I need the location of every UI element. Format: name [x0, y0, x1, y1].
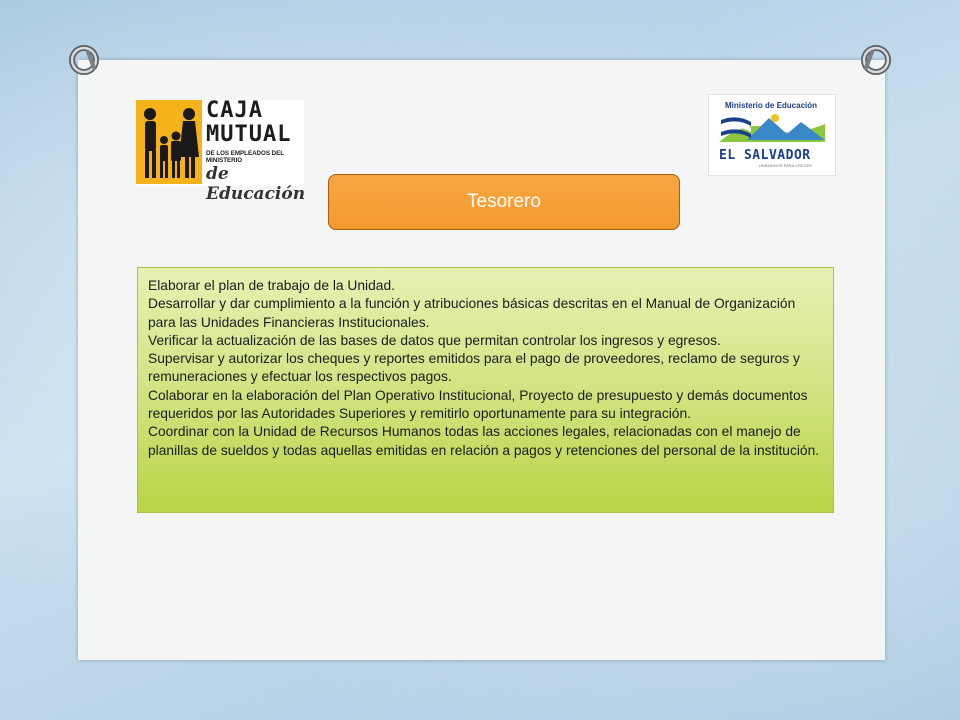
caja-word: CAJA [206, 98, 263, 123]
title-box [328, 174, 680, 230]
list-item: Desarrollar y dar cumplimiento a la función y atribuciones básicas descritas en el Manual de Organización para las Unidades Financieras Institucionales. [148, 296, 796, 330]
content-box [137, 267, 834, 513]
caja-mutual-logo [136, 98, 306, 204]
ministerio-logo [708, 94, 836, 176]
page-title: Tesorero [467, 191, 541, 212]
pin-icon [64, 40, 104, 80]
logo-educacion: de Educación [206, 164, 306, 204]
pin-icon [856, 40, 896, 80]
family-icon [136, 100, 202, 184]
logo-subtitle: DE LOS EMPLEADOS DEL MINISTERIO [206, 150, 284, 164]
ministerio-tagline: UNÁMONOS PARA CRECER [759, 163, 813, 168]
list-item: Colaborar en la elaboración del Plan Operativo Institucional, Proyecto de presupuesto y demás documentos requeridos por las Autoridades Superiores y remitirlo oportunamente para su integración. [148, 387, 808, 422]
list-item: Coordinar con la Unidad de Recursos Humanos todas las acciones legales, relacionadas con el manejo de planillas de sueldos y todas aquellas emitidas en relación a pagos y retenciones del personal de la institución. [148, 424, 820, 458]
flag-mountain-icon [717, 112, 827, 148]
list-item: Supervisar y autorizar los cheques y reportes emitidos para el pago de proveedores, reclamo de seguros y remuneraciones y efectuar los respectivos pagos. [148, 351, 800, 385]
el-salvador-label: EL SALVADOR [719, 148, 811, 163]
list-item: Elaborar el plan de trabajo de la Unidad. [148, 278, 395, 293]
mutual-word: MUTUAL [206, 122, 292, 147]
ministerio-label: Ministerio de Educación [725, 101, 818, 110]
list-item: Verificar la actualización de las bases de datos que permitan controlar los ingresos y egresos. [148, 332, 721, 348]
